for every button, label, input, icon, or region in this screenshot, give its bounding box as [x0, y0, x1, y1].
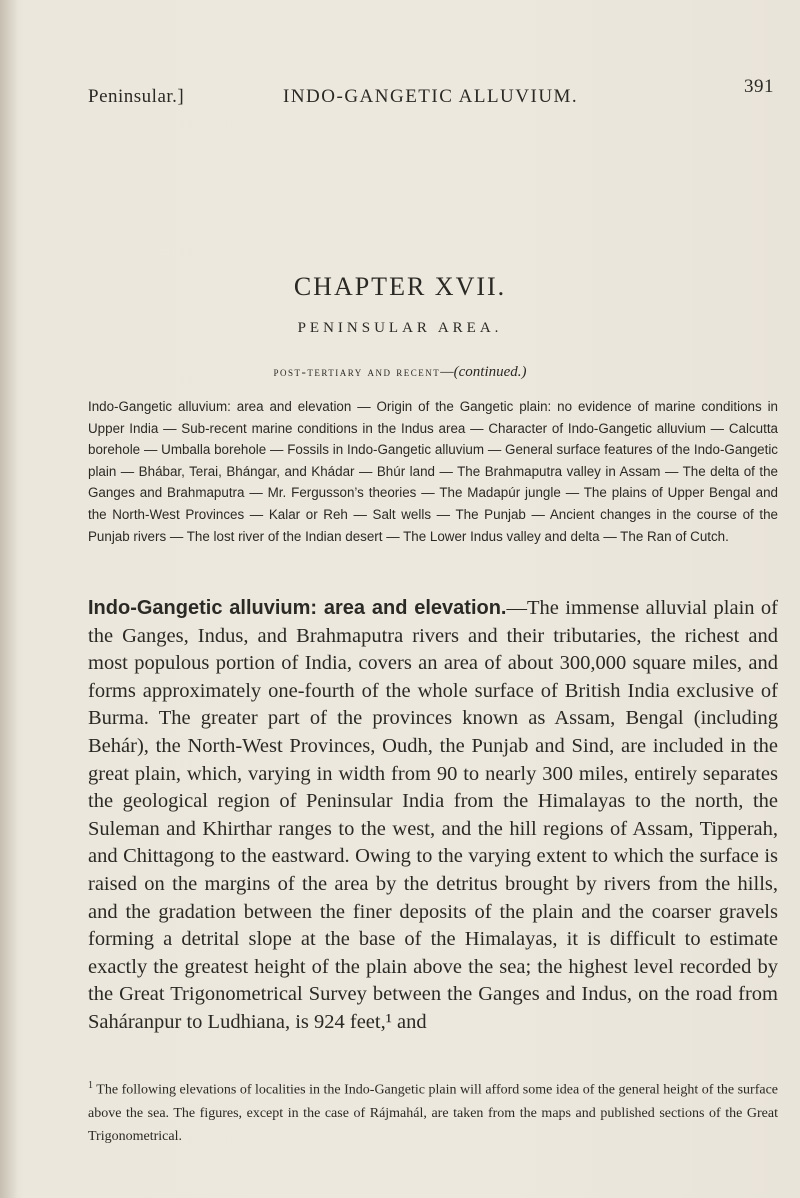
footnote-marker: 1 — [88, 1080, 93, 1091]
chapter-synopsis: Indo-Gangetic alluvium: area and elevation — Origin of the Gangetic plain: no evidence of marine conditions in Upper India — Sub-recent marine conditions in the Indus area — Character of Indo-Gangetic alluvium — Calcutta borehole — Umballa borehole — Fossils in Indo-Gangetic alluvium — General surface features of the Indo-Gangetic plain — Bhábar, Terai, Bhángar, and Khádar — Bhúr land — The Brahmaputra valley in Assam — The delta of the Ganges and Brahmaputra — Mr. Fergusson’s theories — The Madapúr jungle — The plains of Upper Bengal and the North-West Provinces — Kalar or Reh — Salt wells — The Punjab — Ancient changes in the course of the Punjab rivers — The lost river of the Indian desert — The Lower Indus valley and delta — The Ran of Cutch. — [88, 399, 778, 544]
running-head-left: Peninsular.] — [88, 86, 185, 107]
page-number: 391 — [744, 76, 774, 97]
section-subtitle-continued: —(continued.) — [440, 364, 527, 380]
running-head — [88, 76, 778, 116]
section-subtitle — [0, 364, 800, 381]
chapter-title: CHAPTER XVII. — [293, 272, 507, 301]
section-title: PENINSULAR AREA. — [297, 320, 503, 336]
section-subtitle-main: post-tertiary and recent — [273, 364, 441, 379]
page-gutter-shadow — [0, 0, 18, 1198]
footnote-text: The following elevations of localities in the Indo-Gangetic plain will afford some idea of the general height of the surface above the sea. The figures, except in the case of Rájmahál, are taken from the maps and published sections of the Great Trigonometrical. — [88, 1082, 778, 1144]
running-head-title: INDO-GANGETIC ALLUVIUM. — [283, 86, 579, 107]
footnote — [88, 1074, 778, 1148]
paragraph-lead-heading: Indo-Gangetic alluvium: area and elevation. — [88, 597, 507, 619]
body-paragraph — [88, 595, 778, 1037]
paragraph-text: —The immense alluvial plain of the Ganges, Indus, and Brahmaputra rivers and their tributaries, the richest and most populous portion of India, covers an area of about 300,000 square miles, and forms approximately one-fourth of the whole surface of British India exclusive of Burma. The greater part of the provinces known as Assam, Bengal (including Behár), the North-West Provinces, Oudh, the Punjab and Sind, are included in the great plain, which, varying in width from 90 to nearly 300 miles, entirely separates the geological region of Peninsular India from the Himalayas to the north, the Suleman and Khirthar ranges to the west, and the hill regions of Assam, Tipperah, and Chittagong to the eastward. Owing to the varying extent to which the surface is raised on the margins of the area by the detritus brought by rivers from the hills, and the gradation between the finer deposits of the plain and the coarser gravels forming a detrital slope at the base of the Himalayas, it is difficult to estimate exactly the greatest height of the plain above the sea; the highest level recorded by the Great Trigonometrical Survey between the Ganges and Indus, on the road from Saháranpur to Ludhiana, is 924 feet,¹ and — [88, 597, 778, 1033]
